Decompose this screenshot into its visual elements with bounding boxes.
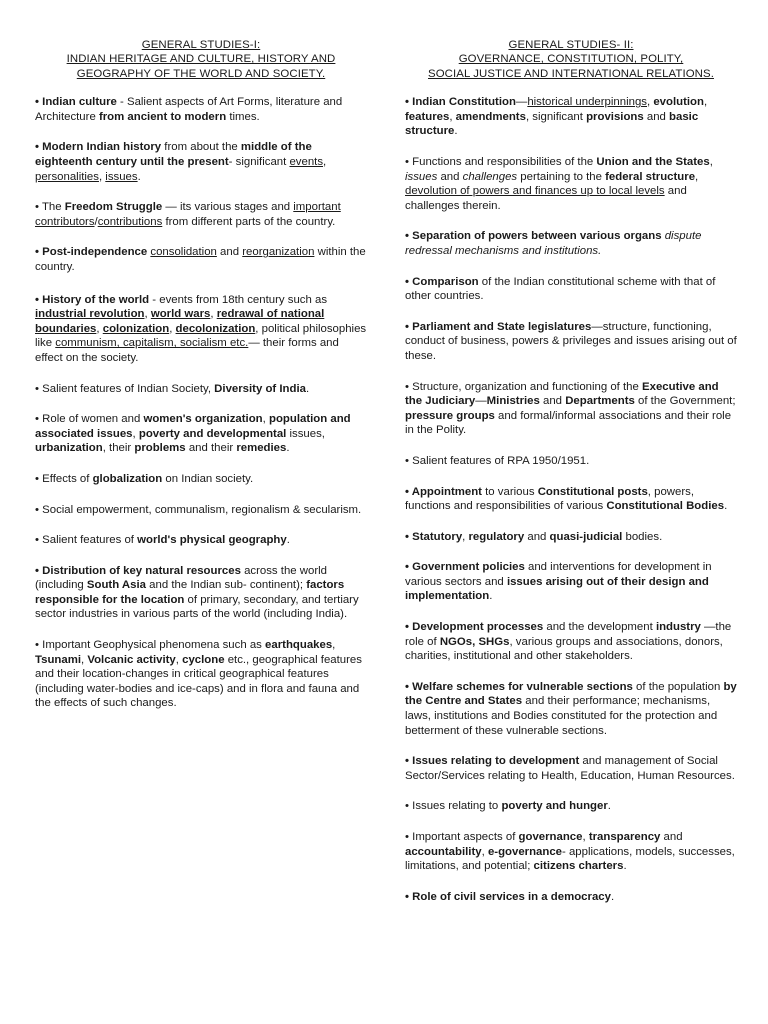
item-text: problems (134, 442, 186, 455)
item-text: • Appointment (405, 485, 482, 498)
item-text: . (286, 442, 290, 455)
item-text: , (582, 831, 589, 843)
item-text: contributions (97, 215, 163, 228)
item-text: colonization (102, 322, 170, 335)
item-text: • Indian culture (35, 96, 117, 109)
item-text: , powers, functions and responsibilities of various (405, 485, 695, 513)
item-text: important contributors (35, 201, 341, 228)
item-text: , (323, 156, 327, 168)
item-text: Constitutional Bodies (606, 500, 725, 513)
item-text: NGOs, SHGs (439, 635, 510, 648)
item-text: • Role of civil services in a democracy (405, 890, 611, 903)
item-text: , (144, 308, 151, 321)
syllabus-item (35, 140, 367, 184)
item-text: and challenges therein. (405, 185, 687, 212)
syllabus-item (35, 245, 367, 274)
item-text: —structure, functioning, conduct of business, powers & privileges and issues arising out of these. (405, 320, 737, 362)
item-text: , (81, 653, 88, 666)
item-text: challenges (462, 170, 518, 183)
syllabus-item (35, 638, 367, 711)
item-text: and (524, 530, 550, 543)
gs1-heading-line: INDIAN HERITAGE AND CULTURE, HISTORY AND (66, 53, 336, 66)
item-text: world's physical geography (137, 534, 287, 547)
item-text: , significant (525, 110, 587, 123)
item-text: earthquakes (265, 639, 333, 652)
item-text: features (405, 110, 450, 123)
item-text: , their (102, 442, 135, 455)
gs1-heading (35, 38, 367, 81)
item-text: . (137, 170, 141, 183)
item-text: of the Indian constitutional scheme with that of other countries. (405, 275, 716, 303)
item-text: reorganization (242, 246, 315, 259)
item-text: Diversity of India (214, 382, 306, 395)
item-text: — (515, 96, 528, 109)
item-text: issues (405, 170, 438, 183)
gs2-heading-line: SOCIAL JUSTICE AND INTERNATIONAL RELATIONS. (428, 67, 714, 80)
item-text: . (489, 590, 493, 603)
item-text: • Comparison (405, 275, 479, 288)
item-text: . (610, 890, 615, 903)
item-text: devolution of powers and finances up to local levels (405, 185, 665, 198)
item-text: , (132, 427, 139, 440)
item-text: , (169, 322, 176, 335)
gs2-heading-line: GOVERNANCE, CONSTITUTION, POLITY, (458, 53, 684, 66)
syllabus-item (35, 472, 367, 487)
syllabus-item (405, 530, 737, 545)
item-text: , (262, 413, 269, 426)
item-text: • Welfare schemes for vulnerable sections (405, 680, 633, 693)
syllabus-item (405, 95, 737, 139)
item-text: globalization (92, 472, 163, 485)
item-text: , (695, 170, 699, 183)
syllabus-item (405, 380, 737, 438)
item-text: federal structure (605, 170, 696, 183)
syllabus-item (405, 620, 737, 664)
item-text: and (643, 110, 670, 123)
item-text: redrawal of national boundaries (35, 308, 325, 335)
item-text: , (98, 170, 106, 183)
item-text: on Indian society. (162, 472, 254, 485)
item-text: governance (518, 831, 583, 843)
item-text: and the development (543, 621, 656, 634)
item-text: , (462, 530, 469, 543)
item-text: poverty and hunger (501, 800, 608, 813)
item-text: within the country. (35, 246, 366, 273)
syllabus-item (405, 560, 737, 604)
item-text: - events from 18th century such as (149, 293, 328, 306)
item-text: • Separation of powers between various organs (405, 230, 662, 243)
item-text: • Issues relating to (405, 800, 502, 813)
gs1-items (35, 95, 367, 711)
item-text: . (305, 382, 310, 395)
item-text: Constitutional posts (537, 485, 648, 498)
item-text: consolidation (150, 246, 217, 259)
item-text: , (210, 308, 217, 321)
item-text: . (454, 125, 458, 138)
item-text: • Issues relating to development (405, 755, 580, 768)
item-text: regulatory (468, 530, 525, 543)
item-text: Tsunami (35, 653, 81, 666)
item-text: - significant (228, 156, 290, 168)
syllabus-item (405, 275, 737, 304)
item-text: — their forms and effect on the society. (35, 337, 339, 364)
syllabus-item (35, 293, 367, 366)
item-text: • Indian Constitution (405, 96, 516, 109)
item-text: of the population (632, 680, 724, 693)
item-text: / (94, 215, 98, 228)
syllabus-item (405, 799, 737, 814)
item-text: , (332, 639, 336, 652)
item-text: historical underpinnings (527, 96, 647, 109)
item-text: and their (185, 442, 237, 455)
item-text: provisions (586, 110, 644, 123)
syllabus-item (405, 830, 737, 874)
item-text: times. (226, 110, 260, 123)
item-text: basic structure (405, 110, 699, 138)
item-text: , (647, 96, 654, 109)
syllabus-item (35, 95, 367, 124)
syllabus-item (405, 754, 737, 783)
item-text: , (481, 845, 488, 858)
item-text: factors responsible for the location (35, 579, 345, 606)
item-text: —the role of (405, 621, 732, 648)
item-text: . (724, 500, 728, 513)
item-text: - Salient aspects of Art Forms, literature and Architecture (35, 96, 343, 123)
item-text: • Parliament and State legislatures (405, 320, 592, 333)
item-text: e-governance (487, 845, 563, 858)
item-text: accountability (405, 845, 482, 858)
item-text: — (475, 395, 487, 408)
item-text: pressure groups (405, 409, 495, 422)
item-text: and management of Social Sector/Services relating to Health, Education, Human Resources. (405, 755, 735, 782)
item-text: events (289, 156, 324, 168)
item-text: • Salient features of (35, 534, 138, 547)
item-text: poverty and developmental (138, 427, 287, 440)
syllabus-item (405, 320, 737, 364)
syllabus-item (405, 680, 737, 738)
item-text: — its various stages and (162, 201, 294, 214)
item-text: , (96, 322, 103, 335)
item-text: Union and the States (596, 156, 710, 168)
item-text: . (286, 534, 290, 547)
syllabus-item (405, 485, 737, 514)
item-text: and (660, 831, 683, 843)
item-text: world wars (150, 308, 211, 321)
syllabus-item (405, 155, 737, 213)
item-text: population and associated issues (35, 413, 351, 440)
syllabus-item (405, 890, 737, 905)
item-text: , (703, 96, 708, 109)
item-text: quasi-judicial (549, 530, 623, 543)
item-text: • Distribution of key natural resources (35, 564, 241, 577)
item-text: , political philosophies like (35, 322, 367, 350)
item-text: , (175, 653, 183, 666)
gs2-heading-line: GENERAL STUDIES- II: (508, 39, 634, 51)
item-text: industrial revolution (35, 308, 145, 321)
item-text: - applications, models, successes, limitations, and potential; (405, 845, 735, 873)
syllabus-item (405, 229, 737, 258)
item-text: , (709, 156, 713, 168)
item-text: of the Government; (634, 395, 736, 408)
item-text: Executive and the Judiciary (405, 380, 719, 408)
item-text: • Important Geophysical phenomena such as (35, 639, 266, 652)
item-text: and the Indian sub- continent); (146, 579, 307, 592)
item-text: . (607, 800, 611, 813)
gs1-heading-line: GEOGRAPHY OF THE WORLD AND SOCIETY. (76, 67, 326, 80)
item-text: Volcanic activity (87, 653, 176, 666)
item-text: Ministries (486, 395, 540, 408)
item-text: citizens charters (533, 860, 624, 873)
item-text: • Important aspects of (405, 831, 519, 843)
syllabus-item (35, 382, 367, 397)
gs2-heading (405, 38, 737, 81)
item-text: amendments (455, 110, 526, 123)
item-text: cyclone (182, 653, 225, 666)
gs2-column (405, 38, 737, 904)
item-text: pertaining to the (517, 170, 606, 183)
item-text: , various groups and associations, donors, charities, institutional and other stakeholders. (405, 635, 723, 663)
item-text: evolution (653, 96, 704, 109)
item-text: • Functions and responsibilities of the (405, 156, 597, 168)
item-text: by the Centre and States (405, 680, 737, 708)
item-text: bodies. (622, 530, 663, 543)
item-text: • Structure, organization and functioning of the (405, 380, 643, 393)
item-text: . (623, 860, 627, 873)
syllabus-item (35, 200, 367, 229)
item-text: Departments (565, 395, 635, 408)
item-text: and (216, 246, 243, 259)
item-text: • Post-independence (35, 246, 148, 259)
item-text: remedies (236, 442, 287, 455)
syllabus-item (405, 454, 737, 469)
item-text: • Development processes (405, 621, 544, 634)
gs2-items (405, 95, 737, 904)
item-text: industry (655, 621, 701, 634)
item-text: and (539, 395, 566, 408)
item-text: communism, capitalism, socialism etc. (55, 337, 249, 350)
item-text: • Modern Indian history (35, 141, 162, 154)
item-text: • The (35, 201, 65, 214)
item-text: to various (481, 485, 538, 498)
item-text: transparency (588, 831, 661, 843)
item-text: urbanization (35, 442, 103, 455)
item-text: • Government policies (405, 561, 525, 574)
item-text: from about the (161, 141, 241, 154)
gs1-column (35, 38, 367, 711)
item-text: across the world (including (35, 564, 328, 592)
item-text: of primary, secondary, and tertiary sector industries in various parts of the world (including India). (35, 593, 359, 621)
item-text: issues arising out of their design and implementation (405, 575, 709, 603)
item-text: • Salient features of RPA 1950/1951. (405, 454, 590, 467)
item-text: • Statutory (405, 530, 463, 543)
syllabus-item (35, 412, 367, 456)
item-text: etc., geographical features and their location-changes in critical geographical features (including water-bodies and ice-caps) and in flora and fauna and the effects of such changes. (35, 653, 362, 710)
item-text: from different parts of the country. (162, 215, 336, 228)
item-text: • History of the world (35, 293, 150, 306)
item-text: • Role of women and (35, 413, 144, 426)
item-text: and (437, 170, 463, 183)
item-text: • Social empowerment, communalism, regionalism & secularism. (35, 503, 362, 516)
item-text: • Salient features of Indian Society, (35, 382, 215, 395)
item-text: middle of the eighteenth century until the present (35, 141, 312, 168)
syllabus-item (35, 564, 367, 622)
item-text: issues, (286, 427, 325, 440)
item-text: from ancient to modern (98, 110, 227, 123)
item-text: women's organization (143, 413, 263, 426)
item-text: and their performance; mechanisms, laws, institutions and Bodies constituted for the protection and betterment of these vulnerable sections. (405, 695, 718, 737)
item-text: South Asia (86, 579, 146, 592)
item-text: issues (105, 170, 138, 183)
syllabus-item (35, 503, 367, 518)
item-text: Freedom Struggle (64, 201, 163, 214)
item-text: , (449, 110, 456, 123)
item-text: dispute redressal mechanisms and institutions. (405, 230, 702, 257)
item-text: and formal/informal associations and their role in the Polity. (405, 409, 732, 437)
item-text: • Effects of (35, 472, 93, 485)
item-text: decolonization (175, 322, 256, 335)
item-text: personalities (35, 170, 99, 183)
gs1-heading-line: GENERAL STUDIES-I: (141, 39, 261, 51)
item-text: and interventions for development in various sectors and (405, 561, 712, 588)
syllabus-item (35, 533, 367, 548)
